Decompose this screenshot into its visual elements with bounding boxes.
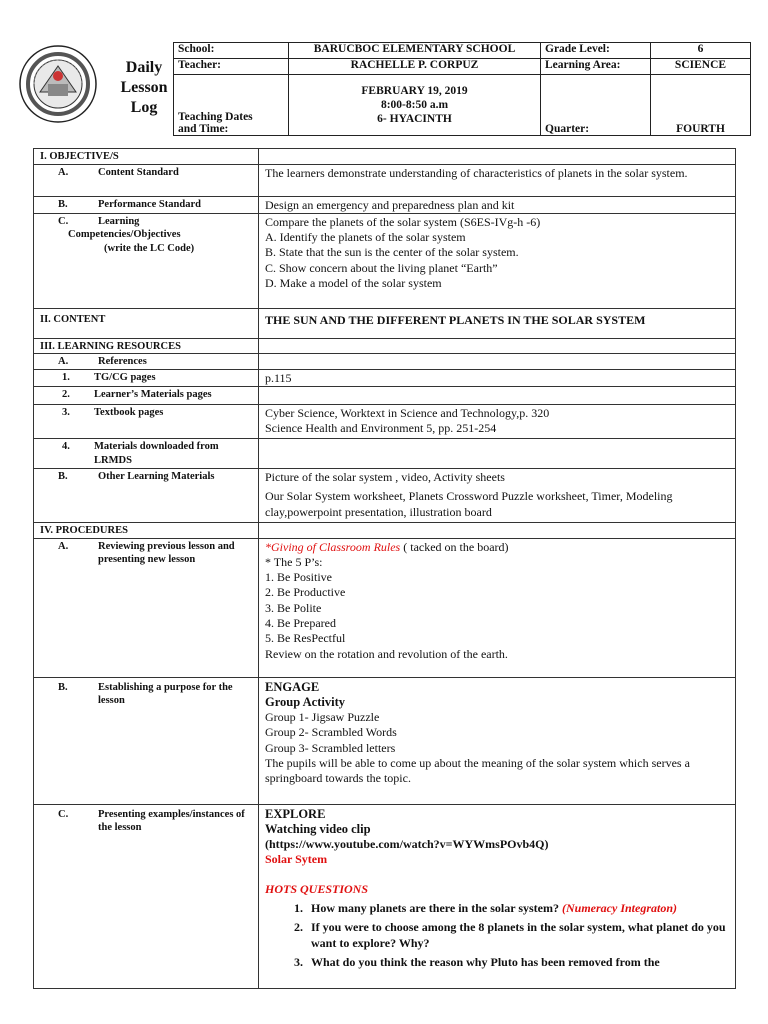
header-info-table [173,42,751,136]
textbook-pages-row: 3. Textbook pages Cyber Science, Worktext in Science and Technology,p. 320 Science Health and Environment 5, pp. 251-254 [34,405,736,439]
watching-video-heading: Watching video clip [265,821,371,836]
video-link[interactable]: (https://www.youtube.com/watch?v=WYWmsPOvb4Q) [265,837,549,852]
numeracy-tag: (Numeracy Integraton) [562,901,677,916]
reviewing-lesson-row: A. Reviewing previous lesson and presenting new lesson *Giving of Classroom Rules ( tacked on the board) * The 5 P’s: 1. Be Positive 2. Be Productive 3. Be Polite 4. Be Prepared 5. Be ResPectful Review on the rotation and revolution of the earth. [34,538,736,677]
school-label: School: [174,43,289,59]
references-label: References [98,356,147,368]
resources-heading: III. LEARNING RESOURCES [34,338,259,354]
time-text: 8:00-8:50 a.m [380,99,449,111]
learners-materials-label: Learner’s Materials pages [94,389,212,401]
teaching-dates-value [289,75,541,136]
list-item: 1. How many planets are there in the solar system? (Numeracy Integraton) [294,901,677,916]
engage-heading: ENGAGE [265,679,320,694]
content-standard-row: A. Content Standard The learners demonstrate understanding of characteristics of planets in the solar system. [34,164,736,196]
references-row: A. References [34,354,736,370]
grade-level-value: 6 [651,43,751,59]
tg-cg-pages-value: p.115 [259,369,736,386]
lrmds-label: Materials downloaded from LRMDS [94,441,219,466]
competency-line: B. State that the sun is the center of the solar system. [265,245,519,260]
resources-heading-row [34,338,736,354]
objectives-heading: I. OBJECTIVE/S [34,149,259,165]
list-item: 2. If you were to choose among the 8 planets in the solar system, what planet do you want to explore? Why? [294,920,726,950]
content-standard-label: Content Standard [98,166,179,178]
hots-questions-heading: HOTS QUESTIONS [265,881,369,896]
textbook-pages-label: Textbook pages [94,407,164,419]
teaching-dates-label: Teaching Dates and Time: [174,75,289,136]
reviewing-lesson-value: *Giving of Classroom Rules ( tacked on the board) * The 5 P’s: 1. Be Positive 2. Be Productive 3. Be Polite 4. Be Prepared 5. Be ResPectful Review on the rotation and revolution of the earth. [259,538,736,677]
other-materials-value: Picture of the solar system , video, Activity sheets Our Solar System worksheet, Planets Crossword Puzzle worksheet, Timer, Modeling clay,powerpoint presentation, illustration board [259,469,736,523]
other-materials-label: Other Learning Materials [98,471,215,483]
textbook-pages-value: Cyber Science, Worktext in Science and Technology,p. 320 Science Health and Environment 5, pp. 251-254 [259,405,736,439]
other-materials-row: B. Other Learning Materials Picture of the solar system , video, Activity sheets Our Solar System worksheet, Planets Crossword Puzzle worksheet, Timer, Modeling clay,powerpoint presentation, illustration board [34,469,736,523]
presenting-examples-label: Presenting examples/instances of the lesson [98,808,245,834]
classroom-rules-text: *Giving of Classroom Rules [265,539,401,554]
tg-cg-pages-row: 1. TG/CG pages p.115 [34,369,736,386]
reviewing-lesson-label: Reviewing previous lesson and presenting new lesson [98,540,235,566]
establishing-purpose-value: ENGAGE Group Activity Group 1- Jigsaw Puzzle Group 2- Scrambled Words Group 3- Scrambled letters The pupils will be able to come up about the meaning of the solar system which serves a springboard towards the topic. [259,677,736,804]
explore-heading: EXPLORE [265,806,326,821]
section-text: 6- HYACINTH [377,113,452,125]
presenting-examples-value [259,804,736,988]
performance-standard-value: Design an emergency and preparedness plan and kit [259,196,736,213]
school-seal-logo [18,44,98,124]
hots-questions-list [265,901,729,970]
quarter-label: Quarter: [541,75,651,136]
establishing-purpose-row: B. Establishing a purpose for the lesson ENGAGE Group Activity Group 1- Jigsaw Puzzle Group 2- Scrambled Words Group 3- Scrambled letters The pupils will be able to come up about the meaning of the solar system which serves a springboard towards the topic. [34,677,736,804]
competencies-row: C. Learning Competencies/Objectives (write the LC Code) Compare the planets of the solar system (S6ES-IVg-h -6) A. Identify the planets of the solar system B. State that the sun is the center of the solar system. C. Show concern about the living planet “Earth” D. Make a model of the solar system [34,213,736,308]
tg-cg-pages-label: TG/CG pages [94,371,156,383]
grade-level-label: Grade Level: [541,43,651,59]
establishing-purpose-label: Establishing a purpose for the lesson [98,681,233,707]
competencies-label: Learning [98,215,140,227]
date-text: FEBRUARY 19, 2019 [361,85,468,97]
list-item: 3. What do you think the reason why Pluto has been removed from the [294,954,660,969]
daily-lesson-log-title: Daily Lesson Log [120,59,168,116]
objectives-heading-row [34,149,736,165]
learning-area-value: SCIENCE [651,59,751,75]
learning-area-label: Learning Area: [541,59,651,75]
learners-materials-row: 2. Learner’s Materials pages [34,387,736,405]
competency-line: A. Identify the planets of the solar system [265,230,466,245]
content-value: THE SUN AND THE DIFFERENT PLANETS IN THE SOLAR SYSTEM [259,308,736,338]
procedures-heading-row [34,523,736,539]
competency-line: C. Show concern about the living planet “Earth” [265,260,498,275]
performance-standard-row: B. Performance Standard Design an emergency and preparedness plan and kit [34,196,736,213]
content-row [34,308,736,338]
competency-line: Compare the planets of the solar system (S6ES-IVg-h -6) [265,214,541,229]
school-value: BARUCBOC ELEMENTARY SCHOOL [289,43,541,59]
teacher-value: RACHELLE P. CORPUZ [289,59,541,75]
group-activity-heading: Group Activity [265,694,345,709]
teacher-label: Teacher: [174,59,289,75]
lesson-log-table [33,148,736,989]
competencies-value [259,213,736,308]
content-standard-value: The learners demonstrate understanding of characteristics of planets in the solar system. [259,164,736,196]
content-heading: II. CONTENT [34,308,259,338]
quarter-value: FOURTH [651,75,751,136]
presenting-examples-row: C. Presenting examples/instances of the lesson EXPLORE Watching video clip (https://www.youtube.com/watch?v=WYWmsPOvb4Q) Solar Sytem HOTS QUESTIONS 1. How many planets are there in the solar system? (Numeracy Integraton) 2. If you were to choose among the 8 planets in the solar system, what planet do you want to explore? Why? 3. What do you think the reason why Pluto has been removed from the [34,804,736,988]
video-title: Solar Sytem [265,852,328,867]
procedures-heading: IV. PROCEDURES [34,523,259,539]
performance-standard-label: Performance Standard [98,198,201,210]
lrmds-row: 4. Materials downloaded from LRMDS [34,439,736,469]
document-header [18,40,750,137]
competency-line: D. Make a model of the solar system [265,275,442,290]
